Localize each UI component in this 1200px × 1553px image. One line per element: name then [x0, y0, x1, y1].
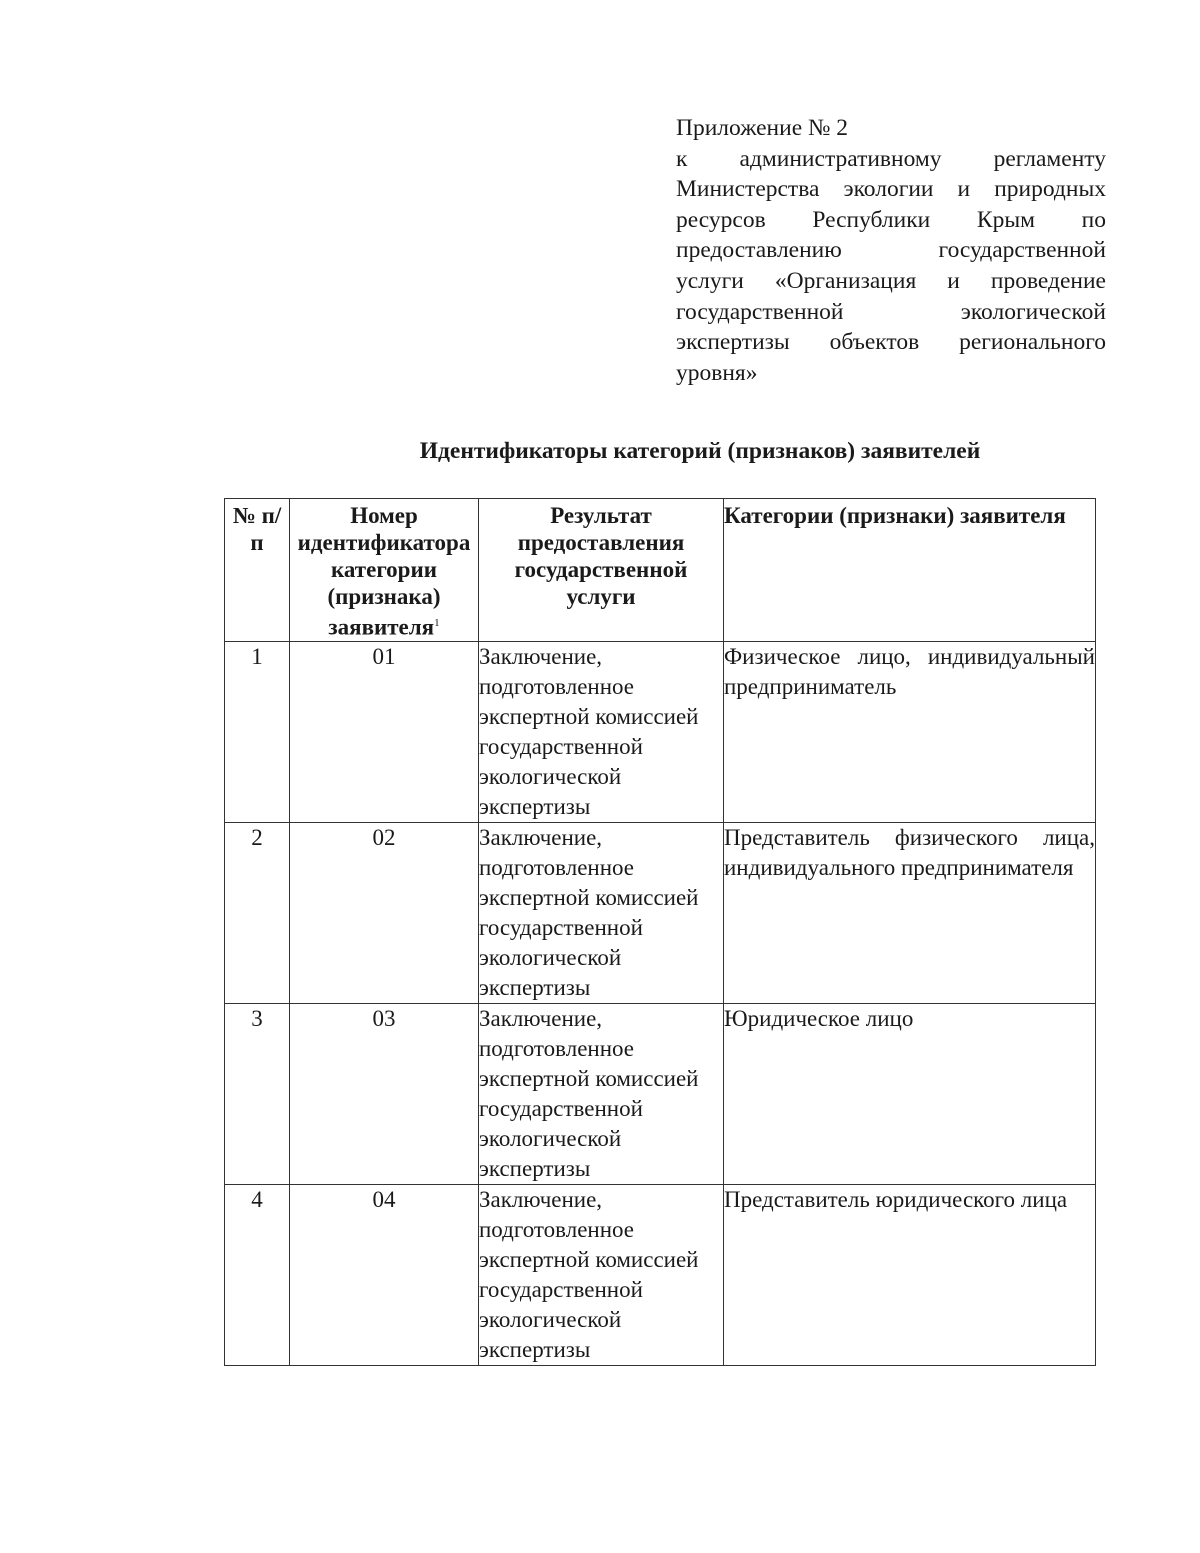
table-header-row — [225, 499, 1096, 642]
appendix-line: государственной экологической — [676, 298, 1106, 325]
appendix-block — [676, 113, 1106, 388]
table-row — [225, 1003, 1096, 1184]
appendix-line: уровня» — [676, 359, 758, 386]
row-result: Заключение, подготовленное экспертной комиссией государственной экологической экспертизы — [479, 822, 724, 1003]
header-identifier — [290, 499, 479, 642]
appendix-line: Приложение № 2 — [676, 115, 849, 141]
row-identifier: 04 — [290, 1184, 479, 1365]
row-identifier: 02 — [290, 822, 479, 1003]
row-number: 4 — [225, 1184, 290, 1365]
row-result: Заключение, подготовленное экспертной комиссией государственной экологической экспертизы — [479, 641, 724, 822]
row-number: 2 — [225, 822, 290, 1003]
row-number: 3 — [225, 1003, 290, 1184]
row-number: 1 — [225, 641, 290, 822]
document-title: Идентификаторы категорий (признаков) заявителей — [419, 438, 981, 464]
footnote-marker: 1 — [434, 617, 440, 629]
row-identifier: 03 — [290, 1003, 479, 1184]
row-result: Заключение, подготовленное экспертной комиссией государственной экологической экспертизы — [479, 1184, 724, 1365]
header-category: Категории (признаки) заявителя — [724, 499, 1096, 642]
row-category: Физическое лицо, индивидуальный предприниматель — [724, 641, 1096, 822]
appendix-line: Министерства экологии и природных — [676, 176, 1106, 203]
row-result: Заключение, подготовленное экспертной комиссией государственной экологической экспертизы — [479, 1003, 724, 1184]
appendix-line: услуги «Организация и проведение — [676, 267, 1106, 294]
row-category: Представитель юридического лица — [724, 1184, 1096, 1365]
appendix-line: предоставлению государственной — [676, 237, 1106, 264]
identifiers-table — [224, 498, 1096, 1366]
header-number: № п/ п — [225, 499, 290, 642]
header-result: Результат предоставления государственной услуги — [479, 499, 724, 642]
table-row — [225, 1184, 1096, 1365]
row-category: Представитель физического лица, индивидуального предпринимателя — [724, 822, 1096, 1003]
header-identifier-text: Номер идентификатора категории (признака) заявителя — [297, 503, 471, 640]
row-category: Юридическое лицо — [724, 1003, 1096, 1184]
appendix-line: экспертизы объектов регионального — [676, 329, 1106, 356]
table-row — [225, 641, 1096, 822]
table-row — [225, 822, 1096, 1003]
row-identifier: 01 — [290, 641, 479, 822]
appendix-line: ресурсов Республики Крым по — [676, 206, 1106, 233]
appendix-line: к административному регламенту — [676, 145, 1106, 172]
